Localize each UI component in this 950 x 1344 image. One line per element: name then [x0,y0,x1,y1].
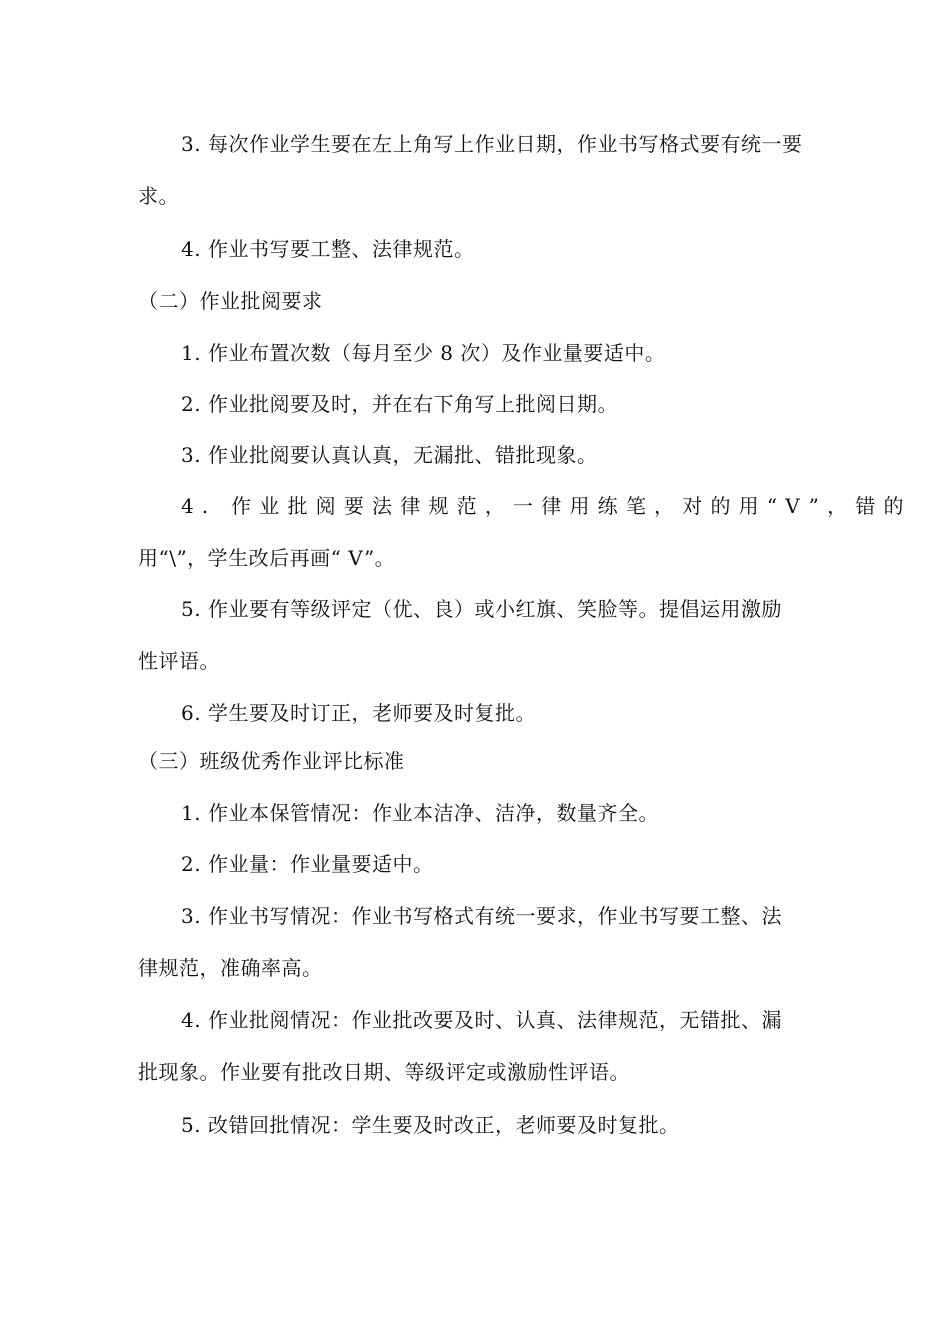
paragraph-line: 批现象。作业要有批改日期、等级评定或激励性评语。 [138,1060,630,1084]
paragraph-line: 2. 作业批阅要及时，并在右下角写上批阅日期。 [181,392,618,416]
section-heading: （三）班级优秀作业评比标准 [138,749,405,773]
paragraph-line: 求。 [138,184,179,208]
paragraph-line: 律规范，准确率高。 [138,956,323,980]
paragraph-line: 1. 作业布置次数（每月至少 8 次）及作业量要适中。 [181,341,666,365]
paragraph-line: 2. 作业量：作业量要适中。 [181,852,434,876]
paragraph-line: 4. 作业批阅要法律规范，一律用练笔，对的用“V”，错的 [181,494,912,518]
paragraph-line: 5. 作业要有等级评定（优、良）或小红旗、笑脸等。提倡运用激励 [181,597,782,621]
paragraph-line: 3. 作业书写情况：作业书写格式有统一要求，作业书写要工整、法 [181,904,782,928]
paragraph-line: 5. 改错回批情况：学生要及时改正，老师要及时复批。 [181,1113,680,1137]
paragraph-line: 3. 作业批阅要认真认真，无漏批、错批现象。 [181,443,598,467]
paragraph-line: 4. 作业批阅情况：作业批改要及时、认真、法律规范，无错批、漏 [181,1008,782,1032]
paragraph-line: 3. 每次作业学生要在左上角写上作业日期，作业书写格式要有统一要 [181,132,803,156]
section-heading: （二）作业批阅要求 [138,289,323,313]
paragraph-line: 6. 学生要及时订正，老师要及时复批。 [181,701,536,725]
paragraph-line: 4. 作业书写要工整、法律规范。 [181,237,475,261]
paragraph-line: 1. 作业本保管情况：作业本洁净、洁净，数量齐全。 [181,801,659,825]
paragraph-line: 性评语。 [138,649,220,673]
paragraph-line: 用“\”，学生改后再画“ V”。 [138,546,396,570]
